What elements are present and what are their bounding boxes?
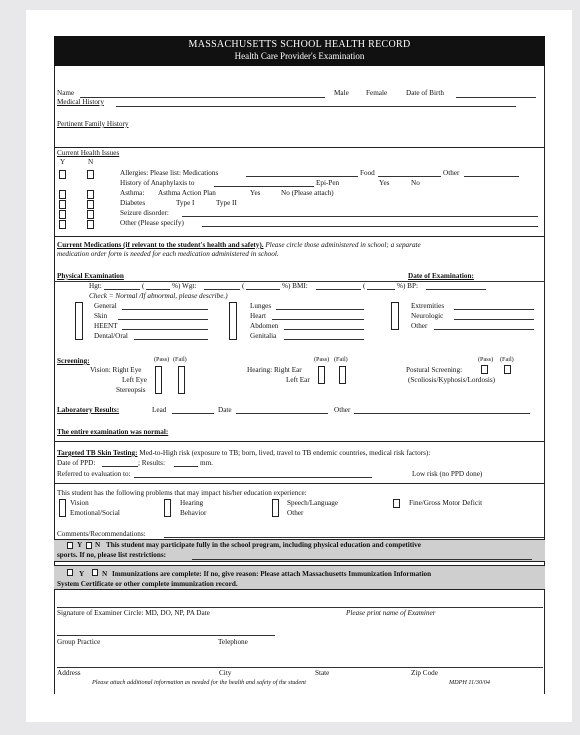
medications-section — [57, 241, 421, 250]
skin-field[interactable] — [118, 319, 208, 320]
female-label[interactable]: Female — [366, 89, 388, 97]
vision-emotional-checkboxes[interactable] — [59, 499, 66, 517]
other-no-checkbox[interactable] — [87, 220, 94, 229]
lunges-field[interactable] — [276, 309, 364, 310]
epipen-label: Epi-Pen — [316, 179, 340, 187]
bmi-pct-field[interactable] — [367, 289, 395, 290]
stereopsis-label: Stereopsis — [116, 386, 146, 394]
other-specify-field[interactable] — [202, 226, 538, 227]
group-practice-label: Group Practice — [57, 638, 101, 646]
dental-field[interactable] — [134, 339, 208, 340]
height-pct-open: ( — [142, 282, 145, 290]
hearing-behavior-checkboxes[interactable] — [164, 499, 171, 517]
ppd-mm-label: mm. — [200, 459, 213, 467]
seizure-field[interactable] — [182, 216, 538, 217]
medications-note-2: medication order form is needed for each medication administered in school. — [57, 250, 279, 258]
exam-genitalia: Genitalia — [250, 332, 277, 340]
exam-other-field[interactable] — [434, 329, 534, 330]
exam-dental: Dental/Oral — [94, 332, 128, 340]
diabetes-type1[interactable]: Type I — [176, 199, 195, 207]
bmi-label: %) BMI: — [282, 282, 308, 290]
telephone-label: Telephone — [218, 638, 248, 646]
neurologic-field[interactable] — [454, 319, 534, 320]
weight-pct-field[interactable] — [246, 289, 280, 290]
asthma-plan-no[interactable]: No (Please attach) — [281, 189, 334, 197]
lab-lead-label: Lead — [152, 406, 167, 414]
form-left-border — [54, 36, 55, 694]
lab-date-label: Date — [218, 406, 232, 414]
problems-intro: This student has the following problems that may impact his/her education experience: — [57, 489, 307, 497]
state-label: State — [315, 669, 330, 677]
postural-pass-label: (Pass) — [478, 356, 494, 363]
tb-section — [57, 449, 430, 458]
immunization-text: Immunizations are complete: If no, give reason: Please attach Massachusetts Immunization Information — [112, 570, 432, 578]
ppd-results-field[interactable] — [174, 466, 198, 467]
seizure-no-checkbox[interactable] — [87, 210, 94, 219]
check-normal-note: Check = Normal /If abnormal, please describe.) — [89, 292, 228, 300]
participate-yes-label: Y — [77, 541, 83, 549]
ppd-date-field[interactable] — [102, 466, 138, 467]
bp-field[interactable] — [426, 289, 486, 290]
exam-date-title: Date of Examination: — [408, 272, 474, 280]
form-code: MDPH 11/30/04 — [449, 679, 490, 686]
lab-title: Laboratory Results: — [57, 406, 120, 414]
hearing-fail-checkboxes[interactable] — [339, 366, 346, 384]
participate-no-checkbox[interactable] — [86, 542, 92, 549]
exam-skin: Skin — [94, 312, 108, 320]
ppd-results-label: ; Results: — [138, 459, 165, 467]
restrictions-field[interactable] — [192, 559, 532, 560]
zip-label: Zip Code — [411, 669, 438, 677]
seizure-label: Seizure disorder: — [120, 209, 169, 217]
male-label[interactable]: Male — [334, 89, 349, 97]
ppd-date-label: Date of PPD: — [57, 459, 96, 467]
divider — [54, 483, 545, 484]
comments-field[interactable] — [164, 537, 545, 538]
dob-label: Date of Birth — [406, 89, 444, 97]
asthma-no-checkbox[interactable] — [87, 190, 94, 199]
problem-other: Other — [287, 509, 304, 517]
lab-date-field[interactable] — [236, 413, 328, 414]
epipen-yes[interactable]: Yes — [379, 179, 390, 187]
postural-sub-label: (Scoliosis/Kyphosis/Lordosis) — [408, 376, 496, 384]
weight-field[interactable] — [204, 289, 240, 290]
lab-other-label: Other — [334, 406, 351, 414]
exam-col2-checkboxes[interactable] — [229, 302, 237, 340]
exam-other: Other — [411, 322, 428, 330]
city-label: City — [219, 669, 232, 677]
food-allergy-field[interactable] — [378, 176, 441, 177]
signature-line[interactable] — [57, 607, 543, 608]
allergies-yes-checkbox[interactable] — [59, 170, 66, 179]
weight-pct-open: ( — [242, 282, 245, 290]
genitalia-field[interactable] — [284, 339, 364, 340]
form-right-border — [544, 36, 545, 694]
bmi-pct-open: ( — [363, 282, 366, 290]
hearing-right-ear: Hearing: Right Ear — [247, 366, 302, 374]
immunization-no-label: N — [102, 570, 108, 578]
immunization-yes-checkbox[interactable] — [67, 569, 73, 576]
problem-hearing: Hearing — [180, 499, 204, 507]
low-risk-label: Low risk (no PPD done) — [412, 470, 483, 478]
medications-title: Current Medications (if relevant to the student's health and safety). — [57, 241, 264, 249]
bmi-field[interactable] — [316, 289, 361, 290]
postural-fail-label: (Fail) — [500, 356, 514, 363]
print-name-label: Please print name of Examiner — [346, 609, 436, 617]
exam-col1-checkboxes[interactable] — [75, 302, 83, 340]
immunization-yes-label: Y — [79, 570, 85, 578]
current-health-title: Current Health Issues — [57, 149, 120, 157]
abdomen-field[interactable] — [284, 329, 364, 330]
exam-heent: HEENT — [94, 322, 118, 330]
hearing-left-ear: Left Ear — [286, 376, 310, 384]
problem-emotional: Emotional/Social — [70, 509, 120, 517]
form-title: MASSACHUSETTS SCHOOL HEALTH RECORD — [188, 39, 411, 50]
vision-right-eye: Vision: Right Eye — [90, 366, 142, 374]
exam-neurologic: Neurologic — [411, 312, 444, 320]
other-allergy-field[interactable] — [464, 176, 519, 177]
name-label: Name — [57, 89, 75, 97]
family-history-label: Pertinent Family History — [57, 120, 129, 128]
no-column-label: N — [88, 158, 94, 166]
divider — [54, 236, 545, 237]
height-field[interactable] — [104, 289, 140, 290]
problem-motor: Fine/Gross Motor Deficit — [409, 499, 483, 507]
postural-pass-checkbox[interactable] — [481, 365, 488, 374]
form-subtitle: Health Care Provider's Examination — [234, 51, 365, 61]
postural-fail-checkbox[interactable] — [504, 365, 511, 374]
vision-left-eye: Left Eye — [122, 376, 147, 384]
divider — [54, 441, 545, 442]
problem-vision: Vision — [70, 499, 89, 507]
lead-field[interactable] — [172, 413, 214, 414]
medications-note: Please circle those administered in school; a separate — [265, 241, 421, 249]
dob-field[interactable] — [456, 97, 536, 98]
immunization-no-checkbox[interactable] — [92, 569, 98, 576]
group-practice-line[interactable] — [57, 635, 275, 636]
epipen-no[interactable]: No — [411, 179, 420, 187]
hearing-pass-checkboxes[interactable] — [318, 366, 325, 384]
form-sheet — [26, 10, 572, 722]
participate-text-2: sports. If no, please list restrictions: — [57, 551, 167, 559]
footer-note: Please attach additional information as needed for the health and safety of the student — [92, 679, 306, 686]
vision-pass-checkboxes[interactable] — [155, 366, 162, 394]
medications-allergy-field[interactable] — [246, 176, 358, 177]
referred-field[interactable] — [134, 477, 372, 478]
name-field[interactable] — [80, 97, 325, 98]
exam-lunges: Lunges — [250, 302, 272, 310]
yes-column-label: Y — [60, 158, 66, 166]
address-line[interactable] — [57, 667, 543, 668]
participate-yes-checkbox[interactable] — [67, 542, 73, 549]
vision-fail-label: (Fail) — [173, 356, 187, 363]
diabetes-yes-checkbox[interactable] — [59, 200, 66, 209]
comments-label: Comments/Recommendations: — [57, 530, 146, 538]
seizure-yes-checkbox[interactable] — [59, 210, 66, 219]
medical-history-label: Medical History — [57, 98, 104, 106]
other-allergy-label: Other — [443, 169, 460, 177]
heart-field[interactable] — [272, 319, 364, 320]
diabetes-type2[interactable]: Type II — [216, 199, 237, 207]
asthma-label: Asthma: — [120, 189, 145, 197]
entire-exam-normal: The entire examination was normal: — [57, 428, 169, 436]
participate-text: This student may participate fully in the school program, including physical education and competitive — [106, 541, 421, 549]
diabetes-no-checkbox[interactable] — [87, 200, 94, 209]
weight-label: %) Wgt: — [172, 282, 197, 290]
exam-extremities: Extremities — [411, 302, 445, 310]
screening-title: Screening: — [57, 357, 90, 365]
immunization-text-2: System Certificate or other complete immunization record. — [57, 580, 238, 588]
height-pct-field[interactable] — [146, 289, 170, 290]
divider — [54, 147, 545, 148]
address-label: Address — [57, 669, 81, 677]
vision-pass-label: (Pass) — [154, 356, 170, 363]
speech-other-checkboxes[interactable] — [272, 499, 279, 517]
other-specify-label: Other (Please specify) — [120, 219, 184, 227]
height-label: Hgt: — [89, 282, 102, 290]
diabetes-label: Diabetes — [120, 199, 146, 207]
other-yes-checkbox[interactable] — [59, 220, 66, 229]
hearing-fail-label: (Fail) — [334, 356, 348, 363]
heent-field[interactable] — [122, 329, 208, 330]
exam-col3-checkboxes[interactable] — [391, 302, 399, 330]
anaphylaxis-label: History of Anaphylaxis to — [120, 179, 195, 187]
exam-general: General — [94, 302, 117, 310]
exam-abdomen: Abdomen — [250, 322, 279, 330]
allergies-label: Allergies: Please list: Medications — [120, 169, 219, 177]
lab-other-field[interactable] — [354, 413, 530, 414]
exam-heart: Heart — [250, 312, 266, 320]
food-label: Food — [360, 169, 375, 177]
physical-exam-title: Physical Examination — [57, 272, 124, 280]
general-field[interactable] — [122, 309, 208, 310]
participate-no-label: N — [95, 541, 101, 549]
examiner-signature-label: Signature of Examiner Circle: MD, DO, NP, PA Date — [57, 609, 210, 617]
medical-history-field[interactable] — [116, 106, 516, 107]
form-header — [54, 36, 545, 66]
hearing-pass-label: (Pass) — [314, 356, 330, 363]
tb-title: Targeted TB Skin Testing: — [57, 449, 138, 457]
extremities-field[interactable] — [454, 309, 534, 310]
health-record-form — [54, 36, 545, 694]
referred-label: Referred to evaluation to: — [57, 470, 131, 478]
allergies-no-checkbox[interactable] — [87, 170, 94, 179]
tb-risk: Med-to-High risk (exposure to TB; born, lived, travel to TB endemic countries, medical risk factors): — [139, 449, 431, 457]
asthma-plan-yes[interactable]: Yes — [250, 189, 261, 197]
motor-checkbox[interactable] — [393, 499, 400, 508]
problem-speech: Speech/Language — [287, 499, 339, 507]
asthma-yes-checkbox[interactable] — [59, 190, 66, 199]
anaphylaxis-field[interactable] — [214, 186, 314, 187]
bp-label: %) BP: — [397, 282, 418, 290]
postural-label: Postural Screening: — [406, 366, 463, 374]
asthma-plan-label: Asthma Action Plan — [158, 189, 216, 197]
problem-behavior: Behavior — [180, 509, 207, 517]
vision-fail-checkboxes[interactable] — [178, 366, 185, 394]
